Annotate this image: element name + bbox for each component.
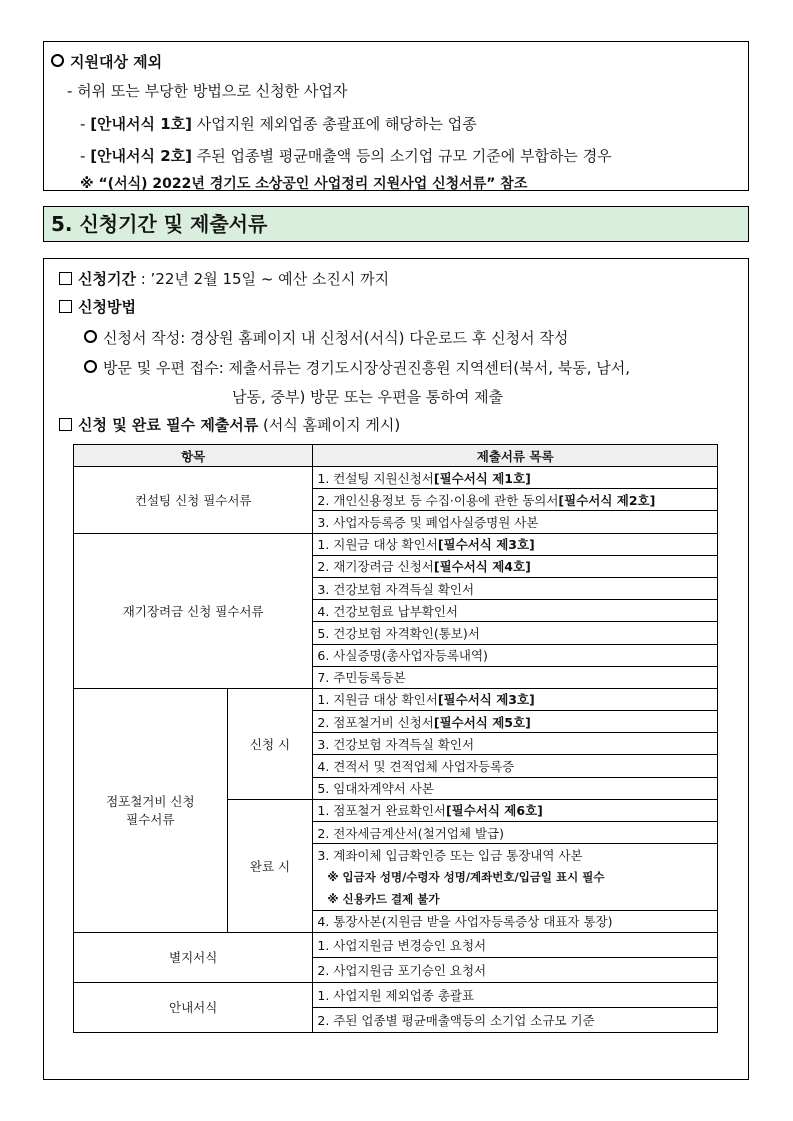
doc-text: 1. 지원금 대상 확인서 [317,537,438,553]
square-bullet-icon [59,272,72,285]
documents-table [73,444,718,1033]
doc-item: 4. 통장사본(지원금 받을 사업자등록증상 대표자 통장) [313,910,718,932]
doc-item: 6. 사실증명(총사업자등록내역) [313,644,718,666]
doc-item: 2. 사업지원금 포기승인 요청서 [313,957,718,982]
closure-cat-line1: 점포철거비 신청 [106,794,195,810]
exclusion-note: ※ “(서식) 2022년 경기도 소상공인 사업정리 지원사업 신청서류” 참조 [80,176,528,192]
doc-item: 3. 건강보험 자격득실 확인서 [313,733,718,755]
table-header-row [74,445,718,467]
method-2-text: 방문 및 우편 접수: 제출서류는 경기도시장상권진흥원 지역센터(북서, 북동, 남서, [103,359,631,377]
doc-item: 7. 주민등록등본 [313,666,718,688]
doc-item: 5. 임대차계약서 사본 [313,777,718,799]
doc-item: 3. 건강보험 자격득실 확인서 [313,577,718,599]
exclusion-line-3-text: 주된 업종별 평균매출액 등의 소기업 규모 기준에 부합하는 경우 [192,147,612,165]
doc-required-tag: [필수서식 제1호] [433,470,531,486]
doc-item [313,467,718,489]
period-text: : ’22년 2월 15일 ~ 예산 소진시 까지 [135,270,390,288]
category-guides: 안내서식 [74,982,313,1032]
table-row [74,467,718,489]
doc-item: 4. 건강보험료 납부확인서 [313,600,718,622]
subcategory-apply: 신청 시 [227,688,313,799]
method-2 [84,357,630,378]
doc-text: 1. 점포철거 완료확인서 [317,803,446,819]
guide-form-2-ref: [안내서식 2호] [90,147,193,165]
doc-item: 2. 주된 업종별 평균매출액등의 소기업 소규모 기준 [313,1007,718,1032]
category-forms: 별지서식 [74,932,313,982]
header-list: 제출서류 목록 [313,445,718,467]
exclusion-title-text: 지원대상 제외 [70,53,163,71]
doc-text: 2. 개인신용정보 등 수집·이용에 관한 동의서 [317,492,559,508]
doc-item: 2. 전자세금계산서(철거업체 발급) [313,822,718,844]
doc-item: 5. 건강보험 자격확인(통보)서 [313,622,718,644]
docs-note: (서식 홈페이지 게시) [258,416,401,434]
doc-required-tag: [필수서식 제6호] [445,803,543,819]
doc-item [313,799,718,821]
doc-required-tag: [필수서식 제3호] [437,692,535,708]
dash: - [80,147,91,165]
circle-bullet-icon [51,54,64,67]
circle-bullet-icon [84,330,97,343]
guide-form-1-ref: [안내서식 1호] [90,115,193,133]
doc-text: 2. 재기장려금 신청서 [317,559,434,575]
doc-text: 2. 점포철거비 신청서 [317,714,434,730]
doc-text: 1. 컨설팅 지원신청서 [317,470,434,486]
doc-required-tag: [필수서식 제3호] [437,537,535,553]
exclusion-line-1: - 허위 또는 부당한 방법으로 신청한 사업자 [67,82,348,100]
exclusion-line-3 [80,145,612,166]
doc-required-tag: [필수서식 제5호] [433,714,531,730]
method-2-cont: 남동, 중부) 방문 또는 우편을 통하여 제출 [232,388,504,406]
category-consulting: 컨설팅 신청 필수서류 [74,467,313,534]
method-label: 신청방법 [78,298,136,316]
doc-item: 3. 사업자등록증 및 폐업사실증명원 사본 [313,511,718,533]
doc-item: 4. 견적서 및 견적업체 사업자등록증 [313,755,718,777]
table-row [74,533,718,555]
method-line [59,296,136,317]
square-bullet-icon [59,418,72,431]
table-row [74,982,718,1007]
table-row [74,688,718,710]
exclusion-box [43,41,749,191]
doc-item [313,711,718,733]
table-row [74,932,718,957]
exclusion-line-2-text: 사업지원 제외업종 총괄표에 해당하는 업종 [192,115,477,133]
doc-item [313,489,718,511]
docs-label: 신청 및 완료 필수 제출서류 [78,416,259,434]
doc-note: ※ 신용카드 결제 불가 [313,888,718,910]
doc-item [313,688,718,710]
subcategory-done: 완료 시 [227,799,313,932]
doc-required-tag: [필수서식 제2호] [558,492,656,508]
doc-required-tag: [필수서식 제4호] [433,559,531,575]
period-label: 신청기간 [78,270,136,288]
doc-item [313,533,718,555]
exclusion-line-2 [80,113,477,134]
doc-item: 3. 계좌이체 입금확인증 또는 입금 통장내역 사본 [313,844,718,866]
category-closure [74,688,228,932]
header-item: 항목 [74,445,313,467]
doc-item [313,555,718,577]
method-1 [84,327,568,348]
doc-note: ※ 입금자 성명/수령자 성명/계좌번호/입금일 표시 필수 [313,866,718,888]
circle-bullet-icon [84,360,97,373]
category-rehire: 재기장려금 신청 필수서류 [74,533,313,688]
method-1-text: 신청서 작성: 경상원 홈페이지 내 신청서(서식) 다운로드 후 신청서 작성 [103,329,569,347]
section-title: 5. 신청기간 및 제출서류 [43,206,749,242]
doc-item: 1. 사업지원 제외업종 총괄표 [313,982,718,1007]
doc-item: 1. 사업지원금 변경승인 요청서 [313,932,718,957]
docs-line [59,414,400,435]
closure-cat-line2: 필수서류 [126,812,175,828]
dash: - [80,115,91,133]
square-bullet-icon [59,300,72,313]
exclusion-title [51,51,162,72]
doc-text: 1. 지원금 대상 확인서 [317,692,438,708]
period-line [59,268,389,289]
